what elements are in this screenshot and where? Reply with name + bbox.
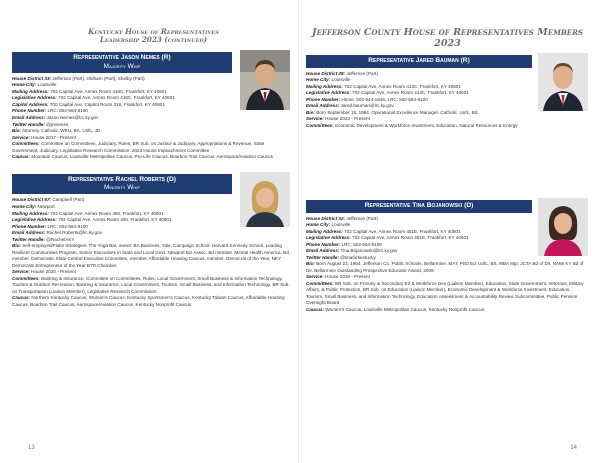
field-twitter: Twitter Handle: @jnnemes [12,121,69,127]
field-capitol-address: Capitol Address: 700 Capital Ave, Capitol Room 316, Frankfort, KY 40601 [12,101,165,107]
field-committees: Committees: Economic Development & Workforce Investment, Education, Natural Resources & Energy [306,122,518,128]
field-bio: Bio: Born August 23, 1964. Jefferson Co. Public Schools. Bellarmine, MAT, PhD Ed. UofL, BS, MBA Mgt. JCTA Bd of Dir. NAMI KY Bd of Dir. Bellarmine Outstanding Prospective Educator Award, 2009. [306,261,584,273]
field-caucus: Caucus: Women's Caucus, Louisville Metropolitan Caucus, Kentucky Nonprofit Caucus [306,306,485,312]
member-name: Representative Jason Nemes (R) [73,54,171,61]
field-mailing-address: Mailing Address: 702 Capital Ave, Annex Room 460, Frankfort, KY 40601 [12,210,164,216]
right-header-line1: Jefferson County House of Representatives Members [312,27,583,38]
field-home-city: Home City: Louisville [12,82,57,88]
field-mailing-address: Mailing Address: 702 Capital Ave, Annex Room 451E, Frankfort, KY 40601 [306,228,461,234]
field-district: House District 67: Campbell (Part) [12,197,85,203]
field-committees: Committees: Banking & Insurance, Committee on Committees, Rules, Local Government, Small Business & Information Technology, Tourism & Outdoor Recreation, Banking & Insurance, Local Government, Tourism, Small Business, and Information Technology, BR Sub. on Transportation (Liaison Member), Legislative Research Commission [12,275,290,294]
field-mailing-address: Mailing Address: 702 Capital Ave, Annex Room 413C, Frankfort, KY 40601 [306,83,461,89]
field-legislative-address: Legislative Address: 702 Capital Ave, Annex Room 413C, Frankfort, KY 40601 [306,90,469,96]
member-name: Representative Jared Bauman (R) [368,57,470,64]
field-email: Email Address: Jared.bauman@lrc.ky.gov [306,103,394,109]
left-page-header [12,28,295,48]
member-photo [240,172,290,227]
field-service: Service: House 2019 - Present [306,274,370,280]
field-home-city: Home City: Newport [12,204,55,209]
field-phone: Phone Number: LRC: 502-564-8100 [12,223,88,229]
member-banner [12,52,232,73]
page-gutter [298,0,299,463]
member-details-wide [306,110,588,130]
left-header-line1: Kentucky House of Representatives [88,27,219,36]
member-rachel-roberts [12,174,295,309]
member-details [306,71,534,110]
field-service: Service: House 2020 - Present [12,269,76,275]
field-caucus: Caucus: Northern Kentucky Caucus, Women's Caucus, Kentucky Sportsmen's Caucus, Kentucky Taiwan Caucus, Affordable Housing Caucus, Bourbon Trail Caucus, Aerospace/Aviation Caucus, Kentucky Nonprofit Caucus [12,295,285,307]
field-bio: Bio: Born September 15, 1984. Operational Excellence Manager. Catholic. UofL, BS. [306,109,480,115]
field-district: House District 32: Jefferson (Part) [306,215,378,221]
member-details [12,197,238,243]
member-tina-bojanowski [306,200,589,313]
field-phone: Phone Number: Home: 502-544-1846, LRC: 502-564-8100 [306,96,428,102]
member-name: Representative Rachel Roberts (D) [68,175,176,183]
field-committees: Committees: BR Sub. on Primary & Secondary Ed & Workforce Dev (Liaison Member), Education, State Government, Veterans, Military Affairs, & Public Protection, BR Sub. on Education (Liaison Member), Economic Development & Workforce Investment, Education, Tourism, Small Business, and Information Technology, Education Assessment & Accountability Review Subcommittee, Public Pension Oversight Board [306,280,584,306]
field-twitter: Twitter Handle: @tinaforkentucky [306,254,376,260]
field-district: House District 33: Jefferson (Part), Oldham (Part), Shelby (Part) [12,75,145,81]
field-legislative-address: Legislative Address: 702 Capital Ave, Annex Room 460, Frankfort, KY 40601 [12,217,172,223]
member-jared-bauman [306,55,589,129]
field-email: Email Address: Jason.Nemes@lrc.ky.gov [12,114,99,120]
page-number: 13 [28,445,35,451]
right-page-header [306,27,589,51]
left-page [12,0,295,463]
field-home-city: Home City: Louisville [306,77,351,83]
right-header-line2: 2023 [434,38,461,50]
field-twitter: Twitter Handle: @RachelAKY [12,236,75,242]
field-legislative-address: Legislative Address: 702 Capital Ave, Annex Room 451E, Frankfort, KY 40601 [306,235,469,241]
field-home-city: Home City: Louisville [306,222,351,228]
member-photo [240,50,290,110]
field-mailing-address: Mailing Address: 702 Capital Ave, Annex Room 416C, Frankfort, KY 40601 [12,88,167,94]
member-details-wide [12,141,292,161]
field-phone: Phone Number: LRC: 502-564-8100 [306,241,382,247]
member-photo [538,53,588,111]
member-name: Representative Tina Bojanowski (D) [364,202,474,210]
member-details [306,216,534,262]
member-photo [538,198,588,256]
field-email: Email Address: Tina.Bojanowski@lrc.ky.gov [306,248,398,254]
field-email: Email Address: Rachel.Roberts@lrc.ky.gov [12,230,102,236]
field-district: House District 28: Jefferson (Part) [306,70,378,76]
field-bio: Bio: Attorney. Catholic. WKU, BA. UofL, JD. [12,128,102,134]
field-service: Service: House 2017 - Present [12,134,76,140]
page-number: 14 [570,445,577,451]
field-phone: Phone Number: LRC: 502-564-8100 [12,108,88,114]
field-service: Service: House 2023 - Present [306,116,370,122]
right-page [306,0,589,463]
member-details-wide [12,243,292,308]
member-role: Majority Whip [103,62,141,70]
field-bio: Bio: Self-employed/Flake Strategies. The Yoga Bar, owner. BA Business, Yale, Campaign School, Harvard Kennedy School, Leading Resilient Communities Program, Senior Executives in State and Local Govt. Newport Biz Assoc, Bd member. Mental Health America, Bd member. Democratic State Central Executive Committee, member. Affordable Housing Caucus, member. Democrat of the Year, NKY Democrats Entrepreneur of the Year BTR Chamber. [12,243,289,268]
member-role: Minority Whip [103,184,141,192]
field-committees: Committees: Committee on Committees, Judiciary, Rules, BR Sub. on Justice & Judiciary, Appropriations & Revenue, State Government, Judiciary, Legislative Research Commission; 2023 House Impeachment Committee [12,141,265,153]
member-jason-nemes [12,52,295,161]
member-banner [12,174,232,195]
member-banner [306,55,532,68]
member-details-wide [306,261,588,313]
left-header-line2: Leadership 2023 (continued) [99,35,208,45]
field-caucus: Caucus: Mountain Caucus, Louisville Metropolitan Caucus, Pro-Life Caucus, Bourbon Trail Caucus, Aerospace/Aviation Caucus [12,154,273,160]
field-legislative-address: Legislative Address: 702 Capital Ave, Annex Room 416C, Frankfort, KY 40601 [12,95,175,101]
member-details [12,76,238,141]
member-banner [306,200,532,213]
